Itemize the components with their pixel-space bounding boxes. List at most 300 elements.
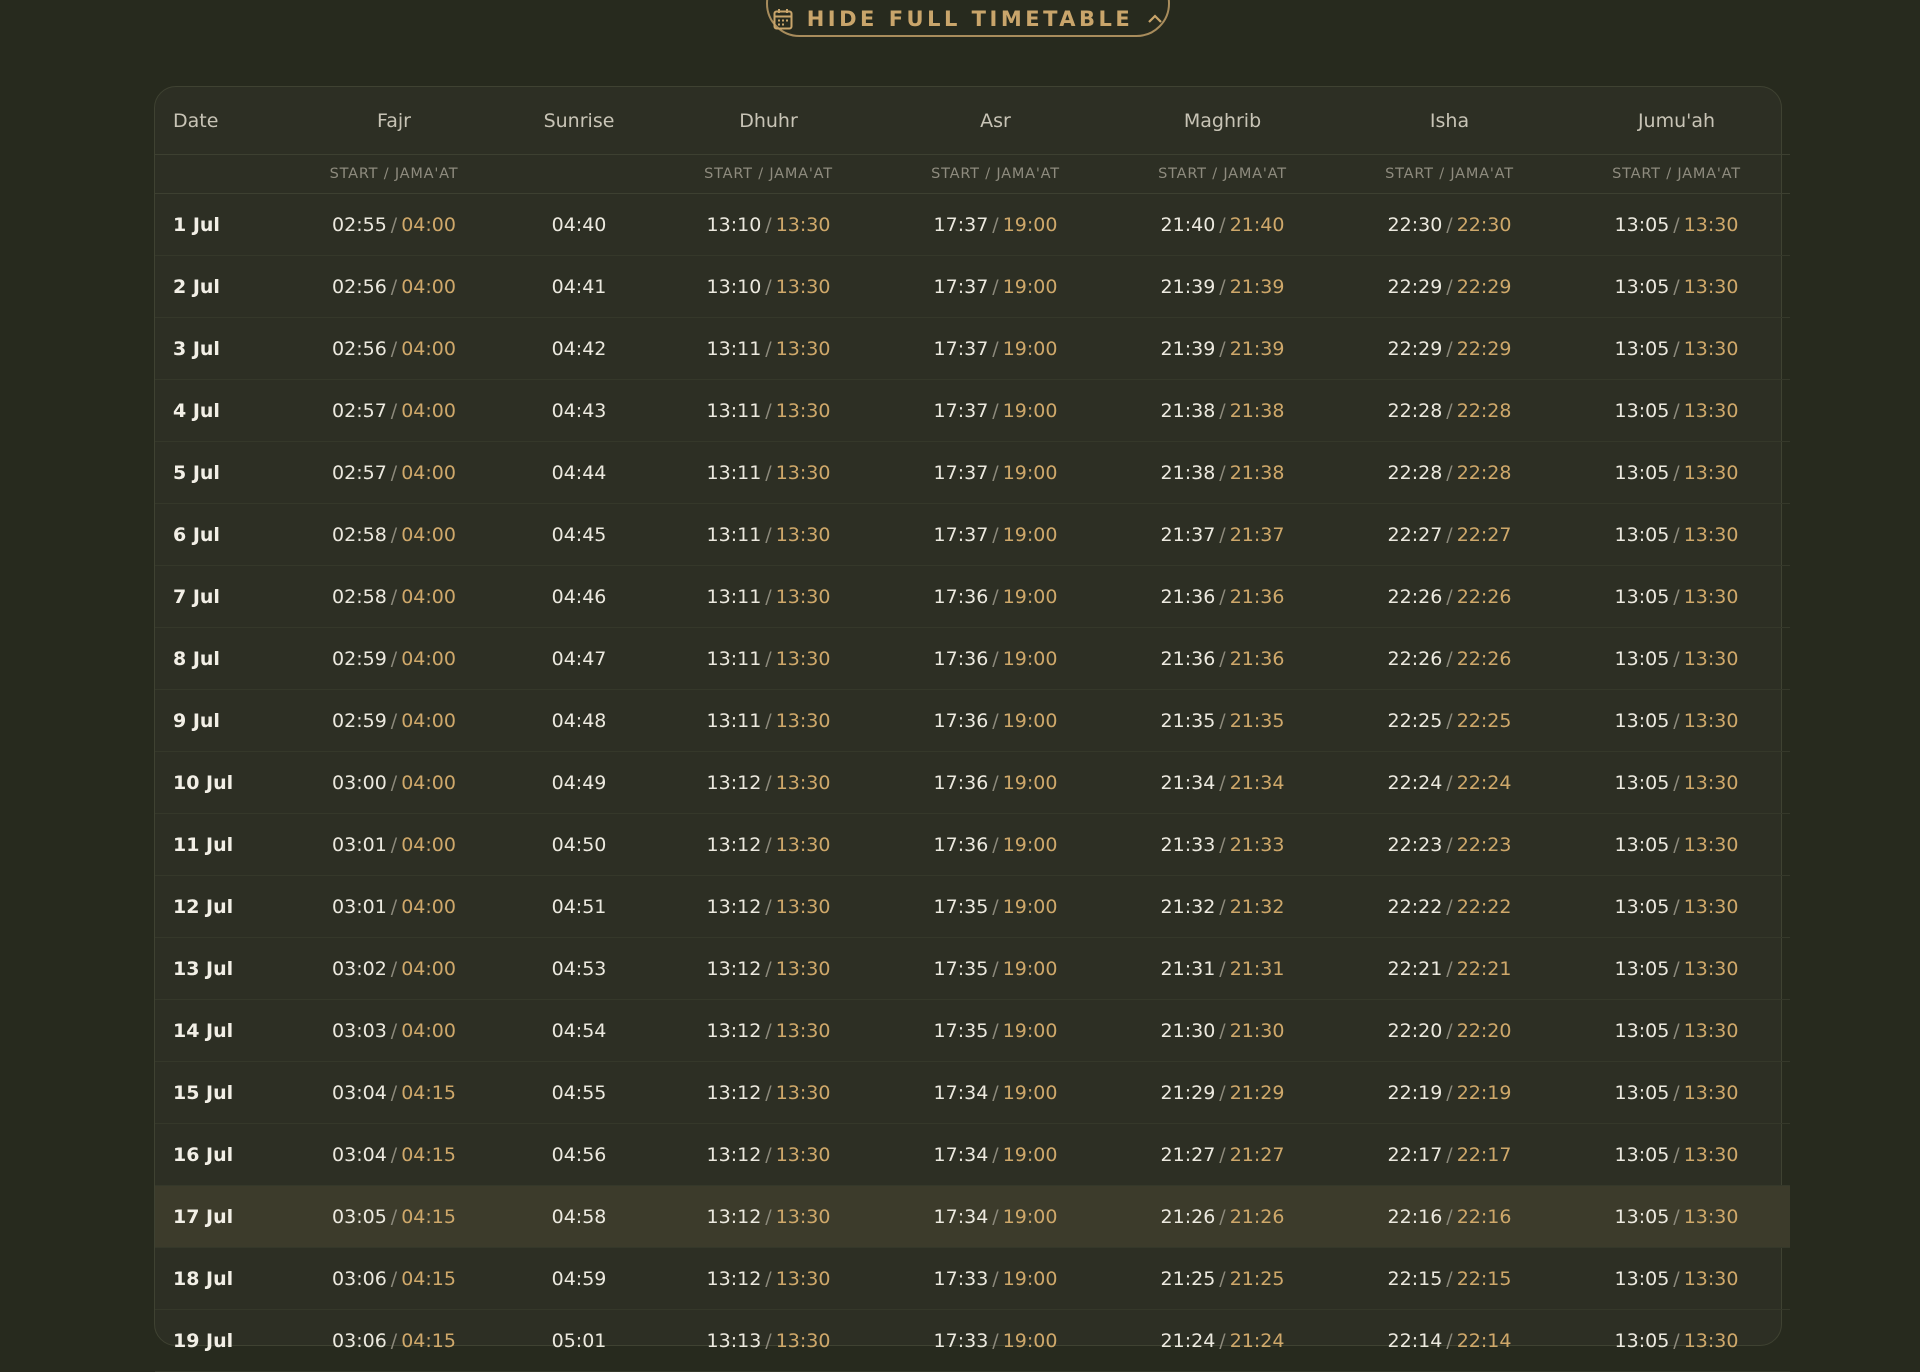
start-time: 03:00 (332, 771, 387, 794)
start-time: 17:35 (933, 1019, 989, 1042)
start-time: 21:39 (1160, 337, 1216, 360)
cell-dhuhr (655, 442, 882, 504)
jamaat-time: 22:23 (1456, 833, 1512, 856)
jamaat-time: 04:15 (401, 1329, 456, 1352)
cell-isha (1336, 938, 1563, 1000)
time-separator: / (1446, 957, 1453, 980)
time-separator: / (1219, 895, 1226, 918)
time-separator: / (390, 275, 398, 298)
cell-asr (882, 1186, 1109, 1248)
start-time: 17:36 (933, 771, 989, 794)
column-header-asr: Asr (882, 87, 1109, 155)
subheader-date (155, 155, 285, 194)
time-separator: / (1219, 213, 1226, 236)
jamaat-time: 21:29 (1229, 1081, 1285, 1104)
start-time: 13:11 (706, 709, 762, 732)
table-row (155, 752, 1790, 814)
start-time: 21:33 (1160, 833, 1216, 856)
timetable-body (155, 194, 1790, 1372)
jamaat-time: 13:30 (775, 1267, 831, 1290)
cell-fajr (285, 566, 503, 628)
time-separator: / (1446, 585, 1453, 608)
jamaat-time: 13:30 (1683, 1267, 1739, 1290)
start-time: 21:26 (1160, 1205, 1216, 1228)
cell-sunrise: 04:49 (503, 752, 655, 814)
start-time: 03:02 (332, 957, 387, 980)
cell-isha (1336, 690, 1563, 752)
jamaat-time: 04:00 (401, 771, 456, 794)
table-row (155, 442, 1790, 504)
jamaat-time: 13:30 (775, 275, 831, 298)
time-separator: / (992, 709, 999, 732)
jamaat-time: 04:00 (401, 275, 456, 298)
jamaat-time: 04:15 (401, 1143, 456, 1166)
cell-maghrib (1109, 1062, 1336, 1124)
jamaat-time: 04:00 (401, 895, 456, 918)
cell-sunrise: 04:43 (503, 380, 655, 442)
time-separator: / (390, 337, 398, 360)
start-time: 13:11 (706, 399, 762, 422)
jamaat-time: 04:15 (401, 1205, 456, 1228)
start-time: 22:30 (1387, 213, 1443, 236)
cell-asr (882, 938, 1109, 1000)
start-time: 17:34 (933, 1143, 989, 1166)
table-row (155, 1000, 1790, 1062)
jamaat-time: 22:29 (1456, 337, 1512, 360)
cell-fajr (285, 628, 503, 690)
time-separator: / (1673, 399, 1680, 422)
jamaat-time: 13:30 (775, 337, 831, 360)
jamaat-time: 13:30 (1683, 895, 1739, 918)
time-separator: / (1219, 1205, 1226, 1228)
time-separator: / (992, 1019, 999, 1042)
start-time: 03:01 (332, 895, 387, 918)
start-time: 22:21 (1387, 957, 1443, 980)
cell-fajr (285, 380, 503, 442)
start-time: 03:06 (332, 1329, 387, 1352)
start-time: 13:05 (1614, 1081, 1670, 1104)
cell-sunrise: 04:48 (503, 690, 655, 752)
start-time: 03:05 (332, 1205, 387, 1228)
cell-maghrib (1109, 1248, 1336, 1310)
cell-date: 1 Jul (155, 194, 285, 256)
time-separator: / (765, 585, 772, 608)
time-separator: / (1219, 833, 1226, 856)
jamaat-time: 13:30 (1683, 1205, 1739, 1228)
jamaat-time: 04:00 (401, 461, 456, 484)
time-separator: / (765, 275, 772, 298)
table-row (155, 1062, 1790, 1124)
start-time: 13:05 (1614, 399, 1670, 422)
time-separator: / (1446, 1329, 1453, 1352)
jamaat-time: 22:15 (1456, 1267, 1512, 1290)
time-separator: / (1219, 523, 1226, 546)
cell-maghrib (1109, 442, 1336, 504)
cell-dhuhr (655, 938, 882, 1000)
start-time: 13:05 (1614, 895, 1670, 918)
time-separator: / (1673, 895, 1680, 918)
cell-date: 16 Jul (155, 1124, 285, 1186)
start-time: 13:12 (706, 1081, 762, 1104)
time-separator: / (1446, 1019, 1453, 1042)
time-separator: / (1219, 1329, 1226, 1352)
time-separator: / (992, 647, 999, 670)
cell-jumuah (1563, 752, 1790, 814)
jamaat-time: 22:19 (1456, 1081, 1512, 1104)
cell-isha (1336, 442, 1563, 504)
start-time: 17:36 (933, 709, 989, 732)
start-time: 22:15 (1387, 1267, 1443, 1290)
cell-sunrise: 05:01 (503, 1310, 655, 1372)
jamaat-time: 04:15 (401, 1081, 456, 1104)
time-separator: / (1673, 585, 1680, 608)
time-separator: / (765, 523, 772, 546)
start-time: 02:59 (332, 647, 387, 670)
cell-date: 3 Jul (155, 318, 285, 380)
jamaat-time: 22:29 (1456, 275, 1512, 298)
start-time: 17:33 (933, 1329, 989, 1352)
jamaat-time: 22:16 (1456, 1205, 1512, 1228)
time-separator: / (390, 895, 398, 918)
jamaat-time: 04:00 (401, 1019, 456, 1042)
jamaat-time: 13:30 (775, 585, 831, 608)
jamaat-time: 13:30 (1683, 585, 1739, 608)
time-separator: / (992, 213, 999, 236)
cell-sunrise: 04:46 (503, 566, 655, 628)
cell-jumuah (1563, 938, 1790, 1000)
start-time: 21:39 (1160, 275, 1216, 298)
timetable-card (154, 86, 1782, 1352)
cell-asr (882, 504, 1109, 566)
jamaat-time: 22:17 (1456, 1143, 1512, 1166)
jamaat-time: 21:33 (1229, 833, 1285, 856)
jamaat-time: 22:22 (1456, 895, 1512, 918)
subheader-jumuah: START / JAMA'AT (1563, 155, 1790, 194)
start-time: 13:12 (706, 1267, 762, 1290)
time-separator: / (992, 957, 999, 980)
jamaat-time: 21:37 (1229, 523, 1285, 546)
cell-dhuhr (655, 380, 882, 442)
time-separator: / (1446, 771, 1453, 794)
jamaat-time: 19:00 (1002, 957, 1058, 980)
jamaat-time: 13:30 (1683, 709, 1739, 732)
start-time: 22:29 (1387, 275, 1443, 298)
time-separator: / (765, 337, 772, 360)
jamaat-time: 19:00 (1002, 709, 1058, 732)
cell-asr (882, 628, 1109, 690)
jamaat-time: 13:30 (1683, 337, 1739, 360)
cell-jumuah (1563, 1062, 1790, 1124)
cell-jumuah (1563, 876, 1790, 938)
cell-isha (1336, 1124, 1563, 1186)
cell-fajr (285, 814, 503, 876)
time-separator: / (390, 957, 398, 980)
calendar-icon (773, 8, 793, 30)
time-separator: / (765, 1205, 772, 1228)
cell-isha (1336, 752, 1563, 814)
column-header-fajr: Fajr (285, 87, 503, 155)
jamaat-time: 19:00 (1002, 337, 1058, 360)
jamaat-time: 13:30 (775, 895, 831, 918)
time-separator: / (765, 1267, 772, 1290)
jamaat-time: 21:32 (1229, 895, 1285, 918)
start-time: 17:35 (933, 957, 989, 980)
start-time: 17:33 (933, 1267, 989, 1290)
jamaat-time: 13:30 (1683, 275, 1739, 298)
cell-dhuhr (655, 256, 882, 318)
start-time: 22:16 (1387, 1205, 1443, 1228)
table-row (155, 938, 1790, 1000)
time-separator: / (1219, 399, 1226, 422)
jamaat-time: 13:30 (1683, 1081, 1739, 1104)
time-separator: / (1673, 709, 1680, 732)
jamaat-time: 13:30 (775, 647, 831, 670)
cell-sunrise: 04:58 (503, 1186, 655, 1248)
column-header-sunrise: Sunrise (503, 87, 655, 155)
jamaat-time: 13:30 (775, 461, 831, 484)
cell-asr (882, 1000, 1109, 1062)
start-time: 13:13 (706, 1329, 762, 1352)
jamaat-time: 21:38 (1229, 461, 1285, 484)
time-separator: / (1219, 771, 1226, 794)
jamaat-time: 13:30 (775, 523, 831, 546)
start-time: 17:37 (933, 523, 989, 546)
start-time: 21:37 (1160, 523, 1216, 546)
cell-asr (882, 256, 1109, 318)
start-time: 21:25 (1160, 1267, 1216, 1290)
time-separator: / (390, 213, 398, 236)
cell-jumuah (1563, 1248, 1790, 1310)
jamaat-time: 19:00 (1002, 647, 1058, 670)
cell-date: 14 Jul (155, 1000, 285, 1062)
cell-asr (882, 1124, 1109, 1186)
time-separator: / (390, 523, 398, 546)
header-row (155, 87, 1790, 155)
time-separator: / (1446, 337, 1453, 360)
cell-asr (882, 442, 1109, 504)
start-time: 13:05 (1614, 1205, 1670, 1228)
jamaat-time: 13:30 (1683, 1143, 1739, 1166)
time-separator: / (390, 1205, 398, 1228)
cell-fajr (285, 504, 503, 566)
jamaat-time: 22:25 (1456, 709, 1512, 732)
cell-fajr (285, 1000, 503, 1062)
cell-date: 13 Jul (155, 938, 285, 1000)
time-separator: / (1673, 523, 1680, 546)
start-time: 22:20 (1387, 1019, 1443, 1042)
subheader-maghrib: START / JAMA'AT (1109, 155, 1336, 194)
start-time: 02:57 (332, 399, 387, 422)
cell-date: 15 Jul (155, 1062, 285, 1124)
time-separator: / (1673, 957, 1680, 980)
start-time: 21:40 (1160, 213, 1216, 236)
jamaat-time: 19:00 (1002, 275, 1058, 298)
table-row (155, 690, 1790, 752)
time-separator: / (1673, 337, 1680, 360)
jamaat-time: 19:00 (1002, 213, 1058, 236)
time-separator: / (992, 771, 999, 794)
jamaat-time: 19:00 (1002, 523, 1058, 546)
start-time: 03:03 (332, 1019, 387, 1042)
time-separator: / (1219, 461, 1226, 484)
jamaat-time: 21:26 (1229, 1205, 1285, 1228)
cell-sunrise: 04:42 (503, 318, 655, 380)
jamaat-time: 04:00 (401, 523, 456, 546)
cell-maghrib (1109, 876, 1336, 938)
cell-sunrise: 04:40 (503, 194, 655, 256)
jamaat-time: 19:00 (1002, 1329, 1058, 1352)
cell-isha (1336, 256, 1563, 318)
jamaat-time: 13:30 (1683, 523, 1739, 546)
cell-isha (1336, 1000, 1563, 1062)
jamaat-time: 04:00 (401, 399, 456, 422)
chevron-up-icon (1147, 13, 1163, 25)
start-time: 13:05 (1614, 1019, 1670, 1042)
start-time: 13:05 (1614, 213, 1670, 236)
cell-maghrib (1109, 690, 1336, 752)
start-time: 13:12 (706, 957, 762, 980)
cell-date: 8 Jul (155, 628, 285, 690)
start-time: 13:05 (1614, 833, 1670, 856)
time-separator: / (1446, 1081, 1453, 1104)
time-separator: / (992, 833, 999, 856)
cell-fajr (285, 1186, 503, 1248)
time-separator: / (1446, 895, 1453, 918)
cell-isha (1336, 1062, 1563, 1124)
jamaat-time: 13:30 (1683, 399, 1739, 422)
cell-sunrise: 04:41 (503, 256, 655, 318)
time-separator: / (1446, 709, 1453, 732)
start-time: 13:05 (1614, 709, 1670, 732)
cell-jumuah (1563, 690, 1790, 752)
cell-fajr (285, 194, 503, 256)
start-time: 02:56 (332, 275, 387, 298)
cell-dhuhr (655, 194, 882, 256)
start-time: 13:12 (706, 895, 762, 918)
start-time: 22:14 (1387, 1329, 1443, 1352)
start-time: 17:34 (933, 1081, 989, 1104)
jamaat-time: 19:00 (1002, 399, 1058, 422)
cell-isha (1336, 1186, 1563, 1248)
jamaat-time: 13:30 (1683, 1329, 1739, 1352)
cell-dhuhr (655, 814, 882, 876)
time-separator: / (765, 399, 772, 422)
cell-dhuhr (655, 628, 882, 690)
jamaat-time: 13:30 (775, 709, 831, 732)
table-row (155, 566, 1790, 628)
start-time: 03:06 (332, 1267, 387, 1290)
cell-date: 18 Jul (155, 1248, 285, 1310)
time-separator: / (390, 771, 398, 794)
cell-isha (1336, 566, 1563, 628)
time-separator: / (1219, 1019, 1226, 1042)
start-time: 22:22 (1387, 895, 1443, 918)
start-time: 13:05 (1614, 337, 1670, 360)
cell-dhuhr (655, 690, 882, 752)
cell-isha (1336, 194, 1563, 256)
time-separator: / (992, 1329, 999, 1352)
time-separator: / (1673, 213, 1680, 236)
cell-dhuhr (655, 504, 882, 566)
cell-sunrise: 04:56 (503, 1124, 655, 1186)
cell-jumuah (1563, 566, 1790, 628)
jamaat-time: 21:34 (1229, 771, 1285, 794)
jamaat-time: 04:00 (401, 337, 456, 360)
jamaat-time: 21:24 (1229, 1329, 1285, 1352)
start-time: 17:36 (933, 585, 989, 608)
start-time: 13:11 (706, 585, 762, 608)
jamaat-time: 04:00 (401, 833, 456, 856)
cell-maghrib (1109, 504, 1336, 566)
start-time: 13:10 (706, 213, 762, 236)
cell-dhuhr (655, 1186, 882, 1248)
jamaat-time: 19:00 (1002, 585, 1058, 608)
time-separator: / (1219, 1267, 1226, 1290)
cell-isha (1336, 1310, 1563, 1372)
cell-date: 6 Jul (155, 504, 285, 566)
start-time: 22:28 (1387, 461, 1443, 484)
cell-maghrib (1109, 194, 1336, 256)
start-time: 03:04 (332, 1143, 387, 1166)
time-separator: / (992, 399, 999, 422)
start-time: 13:11 (706, 337, 762, 360)
start-time: 22:17 (1387, 1143, 1443, 1166)
jamaat-time: 19:00 (1002, 1205, 1058, 1228)
start-time: 13:05 (1614, 957, 1670, 980)
jamaat-time: 21:40 (1229, 213, 1285, 236)
jamaat-time: 21:36 (1229, 647, 1285, 670)
start-time: 17:36 (933, 833, 989, 856)
time-separator: / (390, 1329, 398, 1352)
jamaat-time: 21:27 (1229, 1143, 1285, 1166)
jamaat-time: 21:39 (1229, 337, 1285, 360)
cell-date: 19 Jul (155, 1310, 285, 1372)
start-time: 21:32 (1160, 895, 1216, 918)
subheader-isha: START / JAMA'AT (1336, 155, 1563, 194)
time-separator: / (1219, 275, 1226, 298)
jamaat-time: 04:00 (401, 585, 456, 608)
cell-isha (1336, 1248, 1563, 1310)
start-time: 02:59 (332, 709, 387, 732)
jamaat-time: 13:30 (775, 1143, 831, 1166)
time-separator: / (1446, 1267, 1453, 1290)
cell-asr (882, 876, 1109, 938)
jamaat-time: 19:00 (1002, 1081, 1058, 1104)
jamaat-time: 19:00 (1002, 771, 1058, 794)
time-separator: / (992, 895, 999, 918)
cell-maghrib (1109, 938, 1336, 1000)
cell-date: 12 Jul (155, 876, 285, 938)
jamaat-time: 13:30 (775, 771, 831, 794)
start-time: 13:05 (1614, 461, 1670, 484)
time-separator: / (992, 585, 999, 608)
start-time: 22:26 (1387, 647, 1443, 670)
column-header-jumuah: Jumu'ah (1563, 87, 1790, 155)
time-separator: / (992, 461, 999, 484)
jamaat-time: 13:30 (1683, 647, 1739, 670)
jamaat-time: 22:26 (1456, 585, 1512, 608)
start-time: 02:58 (332, 523, 387, 546)
start-time: 03:04 (332, 1081, 387, 1104)
time-separator: / (1446, 1143, 1453, 1166)
table-row (155, 876, 1790, 938)
time-separator: / (1673, 771, 1680, 794)
start-time: 02:55 (332, 213, 387, 236)
hide-timetable-button[interactable] (766, 0, 1170, 37)
jamaat-time: 21:25 (1229, 1267, 1285, 1290)
jamaat-time: 04:00 (401, 957, 456, 980)
start-time: 21:27 (1160, 1143, 1216, 1166)
